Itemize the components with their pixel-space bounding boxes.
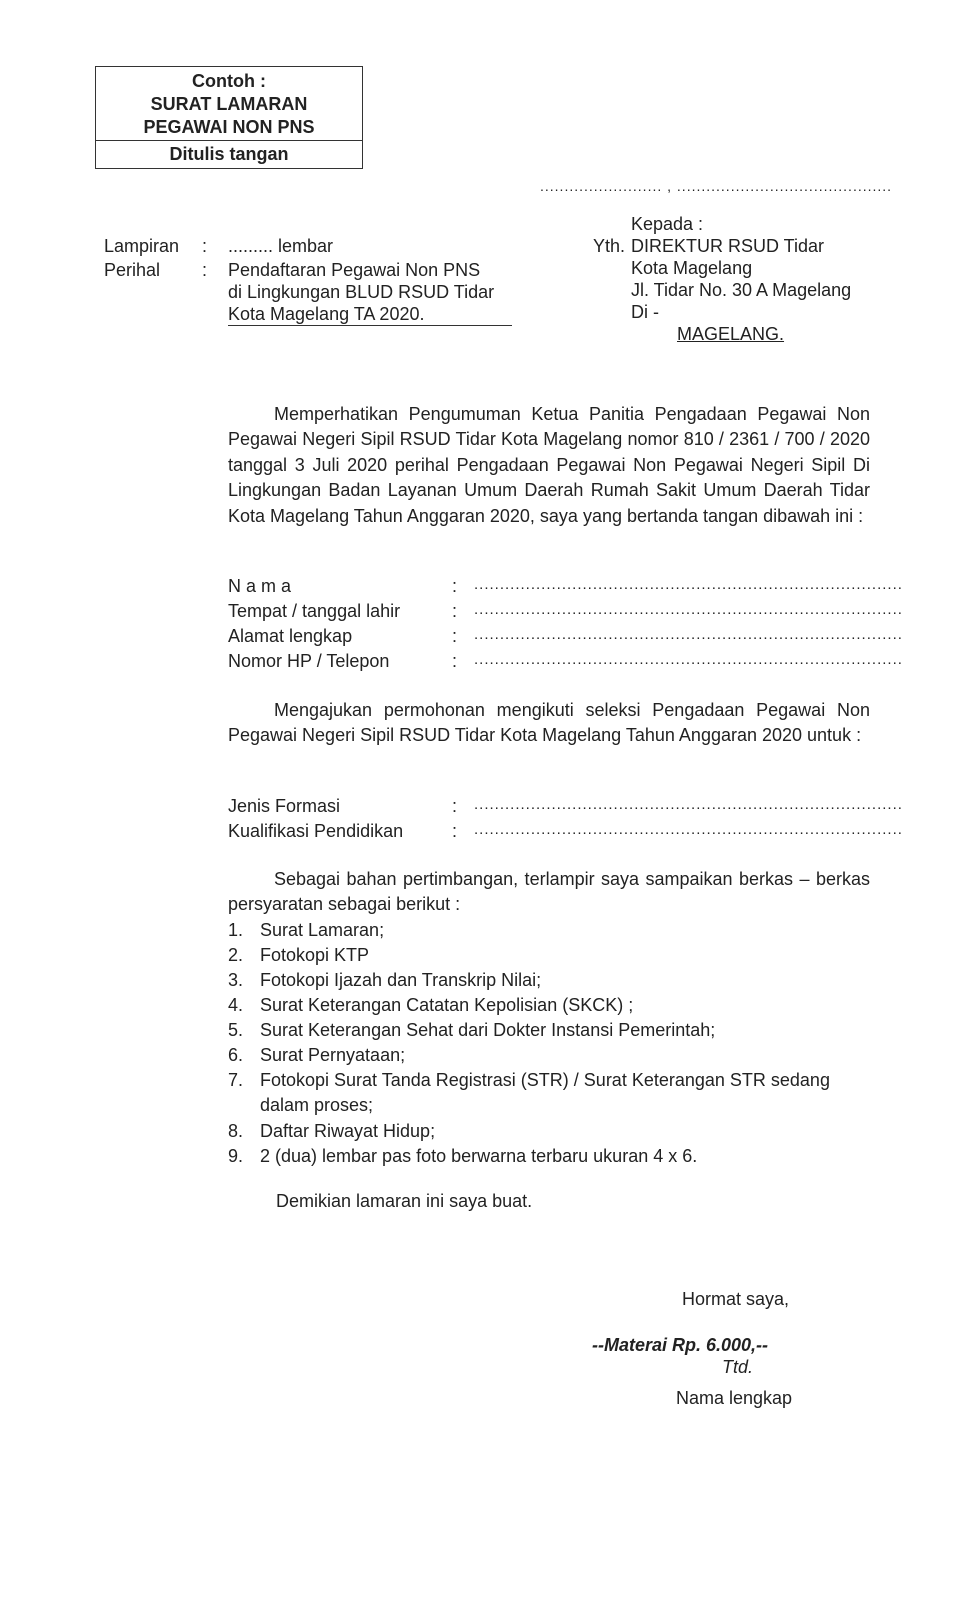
field-row-formasi [228, 796, 903, 821]
field-blank-formasi: ................................................................................... [474, 796, 903, 813]
list-item-number: 6. [228, 1045, 244, 1065]
paragraph-application-text: Mengajukan permohonan mengikuti seleksi Pengadaan Pegawai Non Pegawai Negeri Sipil RSUD Tidar Kota Magelang Tahun Anggaran 2020 untuk : [228, 700, 870, 746]
paragraph-intro-text: Memperhatikan Pengumuman Ketua Panitia Pengadaan Pegawai Non Pegawai Negeri Sipil RSUD Tidar Kota Magelang nomor 810 / 2361 / 700 / 2020 tanggal 3 Juli 2020 perihal Pengadaan Pegawai Non Pegawai Negeri Sipil Di Lingkungan Badan Layanan Umum Daerah Rumah Sakit Umum Daerah Tidar Kota Magelang Tahun Anggaran 2020, saya yang bertanda tangan dibawah ini : [228, 404, 870, 526]
example-header-box [95, 66, 363, 169]
list-item-number: 5. [228, 1020, 244, 1040]
field-colon: : [452, 796, 458, 816]
header-title-block [96, 67, 362, 141]
list-item-text: Surat Keterangan Catatan Kepolisian (SKCK) ; [260, 995, 634, 1015]
field-blank-nama: ................................................................................... [474, 576, 903, 593]
field-row-ttl [228, 601, 903, 626]
address-line-4: Di - [631, 302, 659, 322]
paragraph-attachments [228, 867, 870, 918]
signature-regards: Hormat saya, [682, 1289, 790, 1309]
perihal-line-3: Kota Magelang TA 2020. [228, 304, 425, 324]
field-blank-telepon: ................................................................................... [474, 651, 903, 668]
signature-ttd: Ttd. [722, 1357, 754, 1377]
address-yth: Yth. [593, 236, 626, 256]
list-item-number: 9. [228, 1146, 244, 1166]
field-row-alamat [228, 626, 903, 651]
list-item-text: Surat Lamaran; [260, 920, 385, 940]
header-line-surat-lamaran: SURAT LAMARAN [150, 94, 308, 114]
list-item-number: 8. [228, 1121, 244, 1141]
field-colon: : [452, 601, 458, 621]
field-label-ttl: Tempat / tanggal lahir [228, 601, 401, 621]
list-item-text: Surat Keterangan Sehat dari Dokter Instansi Pemerintah; [260, 1020, 716, 1040]
list-item-text: Fotokopi Ijazah dan Transkrip Nilai; [260, 970, 542, 990]
field-label-formasi: Jenis Formasi [228, 796, 341, 816]
closing-sentence: Demikian lamaran ini saya buat. [276, 1191, 533, 1211]
list-item-text: Fotokopi Surat Tanda Registrasi (STR) / Surat Keterangan STR sedang dalam proses; [260, 1070, 830, 1116]
address-line-3: Jl. Tidar No. 30 A Magelang [631, 280, 852, 300]
field-blank-ttl: ................................................................................... [474, 601, 903, 618]
lampiran-value: ......... lembar [228, 236, 334, 256]
field-row-pendidikan [228, 821, 903, 846]
list-item-number: 7. [228, 1070, 244, 1090]
list-item-number: 4. [228, 995, 244, 1015]
perihal-underline [228, 325, 512, 326]
field-blank-pendidikan: ................................................................................... [474, 821, 903, 838]
field-row-telepon [228, 651, 903, 676]
paragraph-intro [228, 402, 870, 529]
lampiran-colon: : [202, 236, 208, 256]
list-item-text: Fotokopi KTP [260, 945, 370, 965]
list-item-text: Daftar Riwayat Hidup; [260, 1121, 436, 1141]
address-line-2: Kota Magelang [631, 258, 753, 278]
list-item-text: 2 (dua) lembar pas foto berwarna terbaru ukuran 4 x 6. [260, 1146, 698, 1166]
address-kepada: Kepada : [631, 214, 704, 234]
list-item-text: Surat Pernyataan; [260, 1045, 406, 1065]
perihal-line-2: di Lingkungan BLUD RSUD Tidar [228, 282, 495, 302]
perihal-line-1: Pendaftaran Pegawai Non PNS [228, 260, 481, 280]
field-label-pendidikan: Kualifikasi Pendidikan [228, 821, 404, 841]
paragraph-application [228, 698, 870, 749]
field-colon: : [452, 821, 458, 841]
field-colon: : [452, 576, 458, 596]
header-line-pegawai-non-pns: PEGAWAI NON PNS [143, 117, 315, 137]
list-item-number: 1. [228, 920, 244, 940]
signature-name: Nama lengkap [676, 1388, 793, 1408]
perihal-colon: : [202, 260, 208, 280]
field-colon: : [452, 651, 458, 671]
paragraph-attachments-text: Sebagai bahan pertimbangan, terlampir saya sampaikan berkas – berkas persyaratan sebagai berikut : [228, 869, 870, 915]
header-note-handwritten: Ditulis tangan [169, 144, 289, 164]
perihal-label: Perihal [104, 260, 161, 280]
field-label-alamat: Alamat lengkap [228, 626, 353, 646]
signature-stamp-note: --Materai Rp. 6.000,-- [592, 1335, 769, 1355]
address-line-1: DIREKTUR RSUD Tidar [631, 236, 825, 256]
list-item-number: 3. [228, 970, 244, 990]
list-item-number: 2. [228, 945, 244, 965]
field-label-telepon: Nomor HP / Telepon [228, 651, 390, 671]
field-blank-alamat: ................................................................................... [474, 626, 903, 643]
address-line-5: MAGELANG. [677, 324, 785, 344]
field-row-nama [228, 576, 903, 601]
lampiran-label: Lampiran [104, 236, 180, 256]
field-colon: : [452, 626, 458, 646]
field-label-nama: N a m a [228, 576, 292, 596]
header-line-contoh: Contoh : [192, 71, 266, 91]
date-place-line: ......................... , ............................................ [540, 178, 893, 194]
